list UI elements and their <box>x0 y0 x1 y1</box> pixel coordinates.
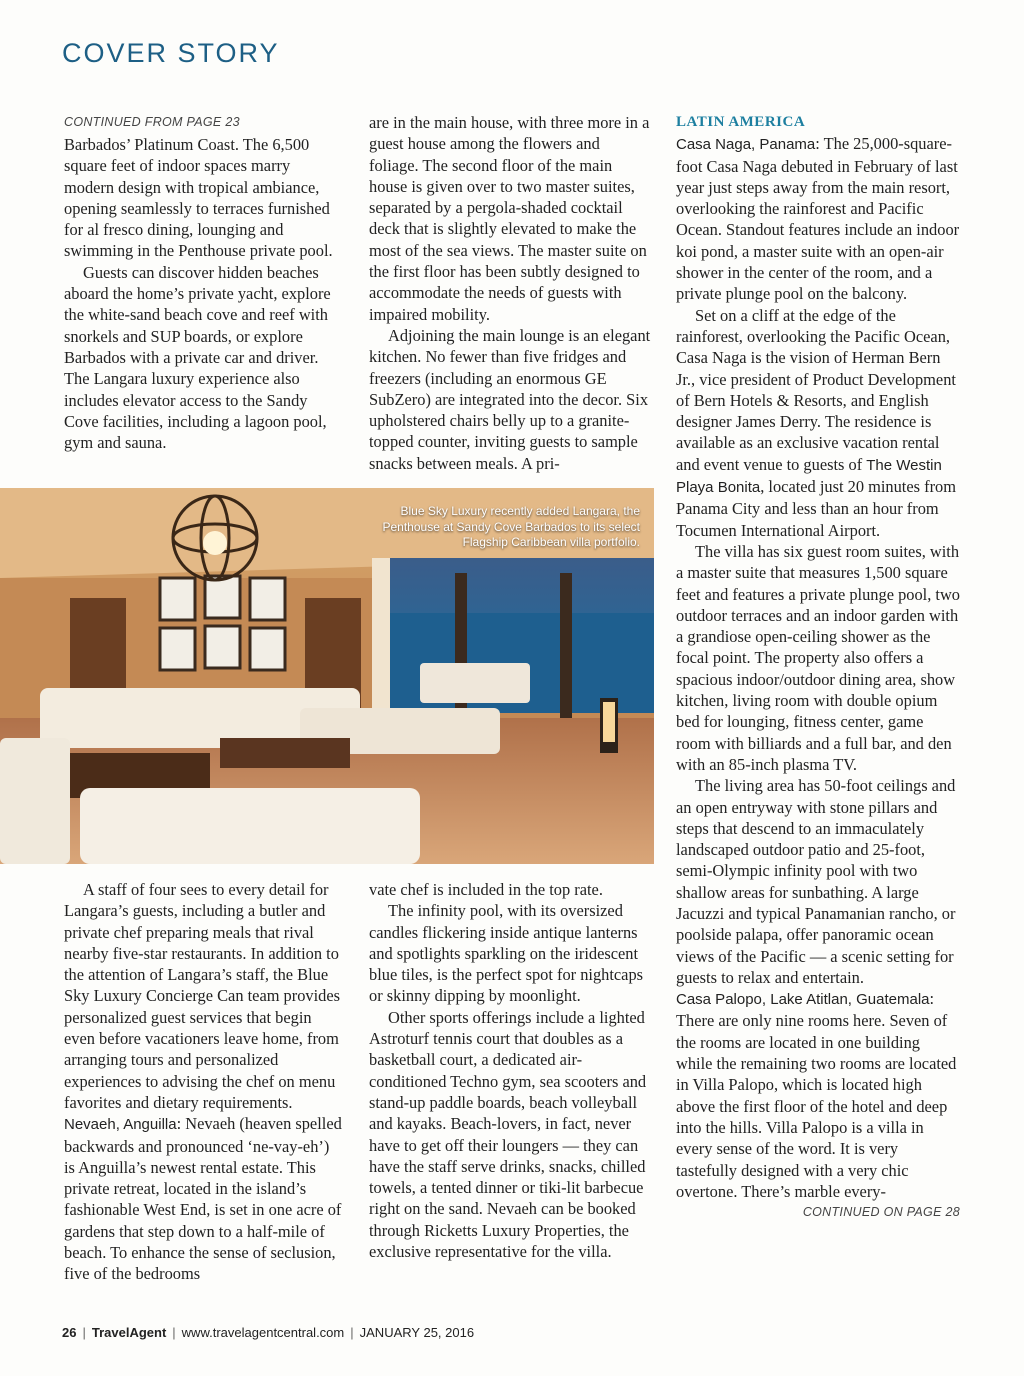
magazine-name: TravelAgent <box>91 1325 167 1340</box>
casa-palopo-text: : There are only nine rooms here. Seven of the rooms are located in one building while the remaining two rooms are located in Villa Palopo, which is located high above the first floor of the hotel and deep into the hills. Villa Palopo is a villa in every sense of the word. It is very tastefully designed with a very chic overtone. There’s marble every- <box>676 989 957 1201</box>
paragraph: Other sports offerings include a lighted Astroturf tennis court that doubles as a basketball court, a dedicated air-conditioned Techno gym, sea scooters and stand-up paddle boards, beach volleyball and kayaks. Beach-lovers, in fact, never have to get off their loungers — they can have the staff serve drinks, snacks, chilled towels, a tented dinner or tiki-lit barbecue right on the sand. Nevaeh can be booked through Ricketts Luxury Properties, the exclusive representative for the villa. <box>369 1007 647 1262</box>
column-3 <box>676 112 960 1220</box>
paragraph <box>676 305 960 541</box>
issue-date: JANUARY 25, 2016 <box>359 1325 475 1340</box>
nevaeh-text: : Nevaeh (heaven spelled backwards and pronounced ‘ne-vay-eh’) is Anguilla’s newest rental estate. This private retreat, located in the island’s fashionable West End, is set in one acre of gardens that step down to a half-mile of beach. To enhance the sense of seclusion, five of the bedrooms <box>64 1114 342 1284</box>
paragraph: The villa has six guest room suites, with a master suite that measures 1,500 square feet and features a private plunge pool, two outdoor terraces and an indoor garden with a grandiose open-ceiling shower as the focal point. The property also offers a spacious indoor/outdoor dining area, show kitchen, living room with double opium bed for lounging, fitness center, game room with billiards and a full bar, and den with an 85-inch plasma TV. <box>676 541 960 774</box>
page-number: 26 <box>62 1325 77 1340</box>
paragraph: The infinity pool, with its oversized candles flickering inside antique lanterns and spotlights sparkling on the iridescent blue tiles, is the perfect spot for nightcaps or skinny dipping by moonlight. <box>369 901 644 1006</box>
westin-name: The Westin Playa Bonita <box>676 456 942 497</box>
page-footer: 26 | TravelAgent | www.travelagentcentral.com | JANUARY 25, 2016 <box>62 1325 475 1340</box>
nevaeh-label: Nevaeh, Anguilla <box>64 1116 177 1134</box>
column-2-top <box>369 112 653 474</box>
continued-from: CONTINUED FROM PAGE 23 <box>64 115 240 129</box>
paragraph: Adjoining the main lounge is an elegant kitchen. No fewer than five fridges and freezers (including an enormous GE SubZero) are integrated into the decor. Six upholstered chairs belly up to a granite-topped counter, inviting guests to sample snacks between meals. A pri- <box>369 325 651 473</box>
paragraph-text: Set on a cliff at the edge of the rainforest, overlooking the Pacific Ocean, Casa Naga is the vision of Herman Bern Jr., vice president of Product Development of Bern Hotels & Resorts, and English designer James Derry. The residence is available as an exclusive vacation rental and event venue to guests of <box>676 305 956 474</box>
paragraph <box>676 133 960 304</box>
paragraph: Barbados’ Platinum Coast. The 6,500 square feet of indoor spaces marry modern design with tropical ambiance, opening seamlessly to terraces furnished for al fresco dining, lounging and swimming in the Penthouse private pool. <box>64 135 333 261</box>
casa-palopo-label: Casa Palopo, Lake Atitlan, Guatemala <box>676 991 930 1009</box>
paragraph <box>676 988 960 1202</box>
continued-on: CONTINUED ON PAGE 28 <box>802 1205 960 1220</box>
paragraph <box>64 1113 344 1284</box>
website-url: www.travelagentcentral.com <box>181 1325 345 1340</box>
column-1-bottom <box>64 879 344 1285</box>
paragraph: A staff of four sees to every detail for Langara’s guests, including a butler and private chef preparing meals that rival nearby five-star restaurants. In addition to the attention of Langara’s staff, the Blue Sky Luxury Concierge Can team provides personalized guest services that begin even before vacationers leave home, from arranging tours and personalized experiences to advising the chef on menu favorites and dietary requirements. <box>64 880 341 1112</box>
paragraph: Guests can discover hidden beaches aboard the home’s private yacht, explore the white-sand beach cove and reef with snorkels and SUP boards, or explore Barbados with a private car and driver. The Langara luxury experience also includes elevator access to the Sandy Cove facilities, including a lagoon pool, gym and sauna. <box>64 262 331 453</box>
paragraph: The living area has 50-foot ceilings and an open entryway with stone pillars and steps that descend to an immaculately landscaped outdoor patio and 25-foot, semi-Olympic infinity pool with two shallow areas for sunbathing. A large Jacuzzi and typical Panamanian rancho, or poolside palapa, offer panoramic ocean views of the Pacific — a scenic setting for guests to relax and entertain. <box>676 776 956 987</box>
section-title: COVER STORY <box>62 38 280 68</box>
region-heading: LATIN AMERICA <box>676 114 806 130</box>
paragraph-text: , located just 20 minutes from Panama City and less than an hour from Tocumen International Airport. <box>676 477 956 540</box>
paragraph: vate chef is included in the top rate. <box>369 880 603 899</box>
casa-naga-text: : The 25,000-square-foot Casa Naga debuted in February of last year just steps away from the main resort, overlooking the rainforest and Pacific Ocean. Standout features include an indoor koi pond, a master suite with an open-air shower in the center of the room, and a private plunge pool on the balcony. <box>676 134 960 304</box>
paragraph: are in the main house, with three more in a guest house among the flowers and foliage. The second floor of the main house is given over to two master suites, separated by a pergola-shaded cocktail deck that is slightly elevated to make the most of the sea views. The master suite on the first floor has been subtly designed to accommodate the needs of guests with impaired mobility. <box>369 113 650 324</box>
photo-caption: Blue Sky Luxury recently added Langara, the Penthouse at Sandy Cove Barbados to its select Flagship Caribbean villa portfolio. <box>382 504 640 549</box>
villa-lounge-photo <box>0 488 654 864</box>
column-1-top <box>64 114 338 453</box>
column-2-bottom <box>369 879 653 1262</box>
casa-naga-label: Casa Naga, Panama <box>676 136 816 154</box>
